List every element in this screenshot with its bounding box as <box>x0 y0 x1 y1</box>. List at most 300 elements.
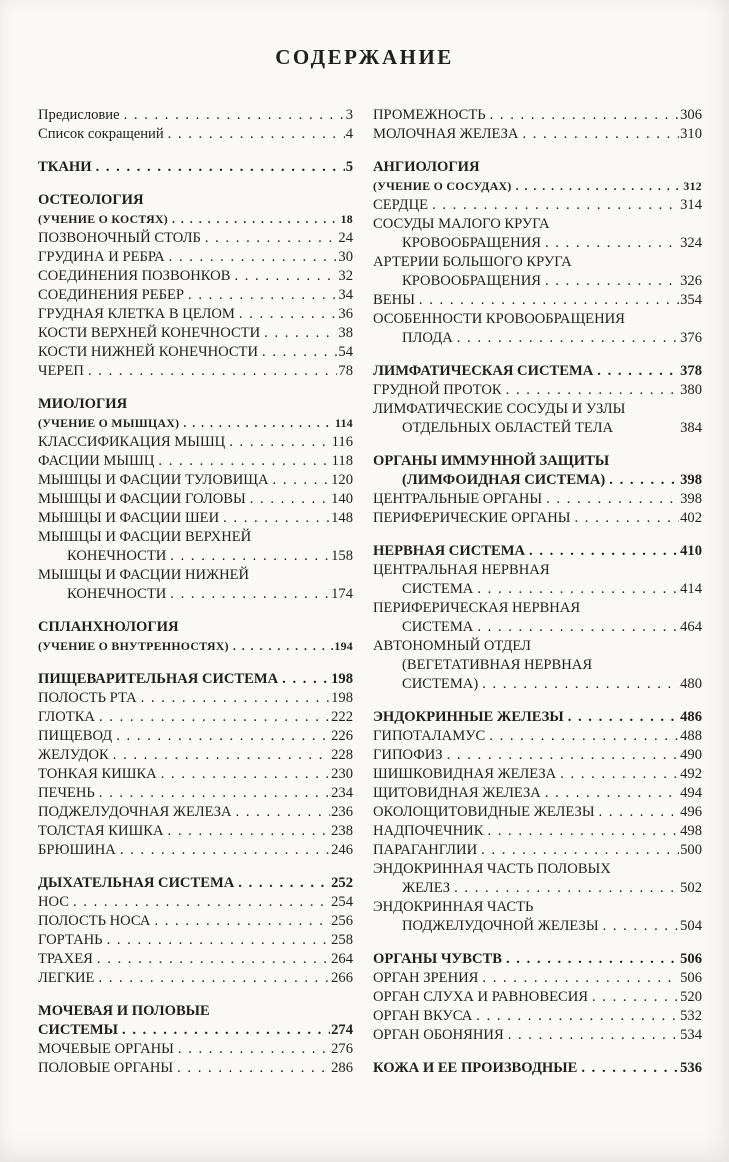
toc-entry <box>373 106 702 125</box>
dot-leader <box>506 381 679 400</box>
toc-entry <box>373 988 702 1007</box>
toc-entry <box>373 898 702 917</box>
toc-entry <box>373 329 702 348</box>
page-number: 506 <box>680 970 702 986</box>
dot-leader <box>154 912 330 931</box>
page-number: 236 <box>331 804 353 820</box>
toc-entry <box>373 727 702 746</box>
entry-label: ОСОБЕННОСТИ КРОВООБРАЩЕНИЯ <box>373 311 625 327</box>
toc-entry <box>373 542 702 561</box>
toc-entry <box>38 158 353 177</box>
toc-entry <box>38 106 353 125</box>
dot-leader <box>482 969 679 988</box>
toc-entry <box>38 637 353 656</box>
entry-label: ЛИМФАТИЧЕСКИЕ СОСУДЫ И УЗЛЫ <box>373 401 626 417</box>
toc-entry <box>373 656 702 675</box>
entry-label: ЖЕЛУДОК <box>38 747 109 763</box>
toc-entry <box>38 471 353 490</box>
entry-label: (УЧЕНИЕ О СОСУДАХ) <box>373 179 512 193</box>
toc-entry <box>373 471 702 490</box>
page-number: 228 <box>331 747 353 763</box>
dot-leader <box>490 106 679 125</box>
entry-label: ПЕЧЕНЬ <box>38 785 95 801</box>
entry-label: ЭНДОКРИННАЯ ЧАСТЬ ПОЛОВЫХ <box>373 861 611 877</box>
entry-label: ПОЛОВЫЕ ОРГАНЫ <box>38 1060 174 1076</box>
entry-label: МЫШЦЫ И ФАСЦИИ НИЖНЕЙ <box>38 567 250 583</box>
entry-label: БРЮШИНА <box>38 842 116 858</box>
entry-label: МОЛОЧНАЯ ЖЕЛЕЗА <box>373 126 519 142</box>
toc-entry <box>373 599 702 618</box>
entry-label: СИСТЕМА <box>402 619 474 635</box>
page-number: 398 <box>680 491 702 507</box>
toc-section <box>38 1002 353 1078</box>
page-number: 488 <box>680 728 702 744</box>
toc-entry <box>38 267 353 286</box>
entry-label: СИСТЕМА <box>402 581 474 597</box>
entry-label: ЭНДОКРИННЫЕ ЖЕЛЕЗЫ <box>373 709 564 725</box>
toc-section <box>373 106 702 144</box>
toc-section <box>373 708 702 936</box>
dot-leader <box>124 106 345 125</box>
toc-section <box>373 950 702 1045</box>
entry-label: КОНЕЧНОСТИ <box>67 548 167 564</box>
dot-leader <box>508 1026 679 1045</box>
dot-leader <box>96 158 345 177</box>
entry-label: КОСТИ НИЖНЕЙ КОНЕЧНОСТИ <box>38 344 259 360</box>
dot-leader <box>97 950 330 969</box>
dot-leader <box>73 893 330 912</box>
page-number: 504 <box>680 918 702 934</box>
toc-entry <box>38 803 353 822</box>
dot-leader <box>432 196 679 215</box>
entry-label: ПОДЖЕЛУДОЧНОЙ ЖЕЛЕЗЫ <box>402 918 599 934</box>
dot-leader <box>236 803 331 822</box>
toc-entry <box>373 310 702 329</box>
dot-leader <box>481 841 679 860</box>
dot-leader <box>282 670 330 689</box>
toc-entry <box>38 1059 353 1078</box>
dot-leader <box>597 362 679 381</box>
entry-label: МЫШЦЫ И ФАСЦИИ ВЕРХНЕЙ <box>38 529 252 545</box>
page-number: 120 <box>331 472 353 488</box>
entry-label: ЧЕРЕП <box>38 363 84 379</box>
entry-label: АНГИОЛОГИЯ <box>373 159 480 175</box>
entry-label: ПИЩЕВОД <box>38 728 113 744</box>
entry-label: СОЕДИНЕНИЯ РЕБЕР <box>38 287 185 303</box>
page-number: 506 <box>680 951 702 967</box>
entry-label: КОЖА И ЕЕ ПРОИЗВОДНЫЕ <box>373 1060 578 1076</box>
page-number: 536 <box>680 1060 702 1076</box>
toc-entry <box>38 931 353 950</box>
entry-label: ТОЛСТАЯ КИШКА <box>38 823 164 839</box>
toc-columns <box>0 70 729 1092</box>
toc-entry <box>373 618 702 637</box>
entry-label: ТКАНИ <box>38 159 92 175</box>
page-number: 324 <box>680 235 702 251</box>
page-number: 38 <box>338 325 353 341</box>
page-number: 384 <box>680 420 702 436</box>
entry-label: ЦЕНТРАЛЬНАЯ НЕРВНАЯ <box>373 562 550 578</box>
toc-entry <box>38 784 353 803</box>
toc-section <box>373 452 702 528</box>
entry-label: СИСТЕМЫ <box>38 1022 119 1038</box>
entry-label: ДЫХАТЕЛЬНАЯ СИСТЕМА <box>38 875 235 891</box>
page-number: 376 <box>680 330 702 346</box>
toc-entry <box>373 1026 702 1045</box>
toc-entry <box>38 950 353 969</box>
toc-entry <box>373 784 702 803</box>
toc-section <box>38 158 353 177</box>
dot-leader <box>447 746 679 765</box>
dot-leader <box>183 414 334 433</box>
toc-section <box>373 158 702 348</box>
toc-entry <box>373 708 702 727</box>
page-number: 18 <box>340 212 353 226</box>
toc-entry <box>373 675 702 694</box>
dot-leader <box>487 822 679 841</box>
toc-entry <box>373 765 702 784</box>
dot-leader <box>545 784 679 803</box>
entry-label: ГРУДНОЙ ПРОТОК <box>373 382 502 398</box>
toc-entry <box>373 822 702 841</box>
toc-entry <box>373 803 702 822</box>
entry-label: ЩИТОВИДНАЯ ЖЕЛЕЗА <box>373 785 541 801</box>
toc-entry <box>38 746 353 765</box>
entry-label: Предисловие <box>38 107 120 123</box>
toc-entry <box>373 215 702 234</box>
entry-label: СЕРДЦЕ <box>373 197 429 213</box>
page-number: 158 <box>331 548 353 564</box>
toc-entry <box>38 452 353 471</box>
entry-label: ПОДЖЕЛУДОЧНАЯ ЖЕЛЕЗА <box>38 804 232 820</box>
page-number: 306 <box>680 107 702 123</box>
toc-entry <box>38 893 353 912</box>
page-number: 534 <box>680 1027 702 1043</box>
dot-leader <box>107 931 331 950</box>
dot-leader <box>273 471 331 490</box>
page-number: 252 <box>331 875 353 891</box>
toc-column-right <box>373 106 702 1092</box>
page-number: 36 <box>338 306 353 322</box>
page-number: 230 <box>331 766 353 782</box>
entry-label: ПРОМЕЖНОСТЬ <box>373 107 486 123</box>
page-number: 32 <box>338 268 353 284</box>
dot-leader <box>234 267 337 286</box>
entry-label: ЛИМФАТИЧЕСКАЯ СИСТЕМА <box>373 363 594 379</box>
toc-entry <box>38 727 353 746</box>
toc-entry <box>38 248 353 267</box>
page-number: 398 <box>680 472 702 488</box>
toc-entry <box>38 191 353 210</box>
toc-entry <box>38 566 353 585</box>
dot-leader <box>239 305 338 324</box>
page-number: 5 <box>345 159 353 175</box>
entry-label: ОРГАН ЗРЕНИЯ <box>373 970 479 986</box>
entry-label: (УЧЕНИЕ О КОСТЯХ) <box>38 212 168 226</box>
toc-entry <box>373 400 702 419</box>
page-number: 486 <box>680 709 702 725</box>
toc-entry <box>373 158 702 177</box>
entry-label: (УЧЕНИЕ О МЫШЦАХ) <box>38 416 180 430</box>
page-number: 264 <box>331 951 353 967</box>
page-number: 4 <box>345 126 353 142</box>
entry-label: ЭНДОКРИННАЯ ЧАСТЬ <box>373 899 534 915</box>
entry-label: ЛЕГКИЕ <box>38 970 95 986</box>
toc-entry <box>373 490 702 509</box>
page-number: 532 <box>680 1008 702 1024</box>
entry-label: ПИЩЕВАРИТЕЛЬНАЯ СИСТЕМА <box>38 671 279 687</box>
page-number: 480 <box>680 676 702 692</box>
toc-entry <box>38 343 353 362</box>
dot-leader <box>168 822 331 841</box>
entry-label: (ВЕГЕТАТИВНАЯ НЕРВНАЯ <box>402 657 593 673</box>
page-number: 326 <box>680 273 702 289</box>
toc-entry <box>373 381 702 400</box>
dot-leader <box>170 585 330 604</box>
page-number: 114 <box>335 416 353 430</box>
entry-label: ФАСЦИИ МЫШЦ <box>38 453 155 469</box>
dot-leader <box>170 547 330 566</box>
dot-leader <box>229 433 330 452</box>
page-number: 54 <box>338 344 353 360</box>
toc-entry <box>38 324 353 343</box>
dot-leader <box>99 708 330 727</box>
toc-entry <box>38 125 353 144</box>
toc-entry <box>38 841 353 860</box>
page-number: 402 <box>680 510 702 526</box>
dot-leader <box>141 689 330 708</box>
toc-entry <box>373 637 702 656</box>
toc-entry <box>38 765 353 784</box>
entry-label: СИСТЕМА) <box>402 676 479 692</box>
entry-label: АВТОНОМНЫЙ ОТДЕЛ <box>373 638 531 654</box>
dot-leader <box>506 950 679 969</box>
entry-label: ПОЗВОНОЧНЫЙ СТОЛБ <box>38 230 201 246</box>
dot-leader <box>419 291 679 310</box>
entry-label: ОРГАН ОБОНЯНИЯ <box>373 1027 504 1043</box>
toc-entry <box>373 1059 702 1078</box>
toc-entry <box>373 509 702 528</box>
toc-section <box>373 362 702 438</box>
page-title: СОДЕРЖАНИЕ <box>275 45 454 69</box>
toc-entry <box>38 528 353 547</box>
toc-entry <box>373 969 702 988</box>
toc-section <box>38 670 353 860</box>
page-number: 226 <box>331 728 353 744</box>
entry-label: ОТДЕЛЬНЫХ ОБЛАСТЕЙ ТЕЛА <box>402 420 614 436</box>
entry-label: МОЧЕВЫЕ ОРГАНЫ <box>38 1041 174 1057</box>
toc-entry <box>38 874 353 893</box>
toc-entry <box>38 670 353 689</box>
entry-label: КЛАССИФИКАЦИЯ МЫШЦ <box>38 434 226 450</box>
page-number: 498 <box>680 823 702 839</box>
dot-leader <box>122 1021 330 1040</box>
entry-label: СОЕДИНЕНИЯ ПОЗВОНКОВ <box>38 268 231 284</box>
dot-leader <box>233 637 334 656</box>
dot-leader <box>522 125 679 144</box>
toc-entry <box>38 822 353 841</box>
page-number: 502 <box>680 880 702 896</box>
page-number: 34 <box>338 287 353 303</box>
page-number: 254 <box>331 894 353 910</box>
toc-entry <box>38 618 353 637</box>
page-number: 148 <box>331 510 353 526</box>
toc-entry <box>373 917 702 936</box>
dot-leader <box>516 177 683 196</box>
toc-entry <box>38 229 353 248</box>
dot-leader <box>609 471 679 490</box>
entry-label: МИОЛОГИЯ <box>38 396 128 412</box>
toc-entry <box>38 912 353 931</box>
dot-leader <box>99 784 330 803</box>
toc-entry <box>373 860 702 879</box>
page-number: 410 <box>680 543 702 559</box>
page-number: 238 <box>331 823 353 839</box>
page-number: 378 <box>680 363 702 379</box>
entry-label: МЫШЦЫ И ФАСЦИИ ГОЛОВЫ <box>38 491 246 507</box>
entry-label: (УЧЕНИЕ О ВНУТРЕННОСТЯХ) <box>38 639 229 653</box>
page-number: 246 <box>331 842 353 858</box>
toc-entry <box>373 879 702 898</box>
page-number: 520 <box>680 989 702 1005</box>
entry-label: ОРГАН ВКУСА <box>373 1008 473 1024</box>
entry-label: АРТЕРИИ БОЛЬШОГО КРУГА <box>373 254 572 270</box>
toc-section <box>38 395 353 604</box>
entry-label: МОЧЕВАЯ И ПОЛОВЫЕ <box>38 1003 210 1019</box>
dot-leader <box>476 1007 679 1026</box>
toc-entry <box>373 362 702 381</box>
entry-label: НЕРВНАЯ СИСТЕМА <box>373 543 526 559</box>
toc-entry <box>38 414 353 433</box>
toc-entry <box>373 272 702 291</box>
entry-label: КОСТИ ВЕРХНЕЙ КОНЕЧНОСТИ <box>38 325 261 341</box>
page-number: 354 <box>680 292 702 308</box>
toc-entry <box>373 841 702 860</box>
toc-entry <box>373 196 702 215</box>
entry-label: ЦЕНТРАЛЬНЫЕ ОРГАНЫ <box>373 491 543 507</box>
page-number: 464 <box>680 619 702 635</box>
toc-entry <box>38 286 353 305</box>
toc-entry <box>38 547 353 566</box>
dot-leader <box>116 727 330 746</box>
dot-leader <box>88 362 337 381</box>
entry-label: ПЕРИФЕРИЧЕСКИЕ ОРГАНЫ <box>373 510 571 526</box>
dot-leader <box>457 329 679 348</box>
dot-leader <box>188 286 337 305</box>
entry-label: ШИШКОВИДНАЯ ЖЕЛЕЗА <box>373 766 557 782</box>
page-number: 276 <box>331 1041 353 1057</box>
dot-leader <box>477 580 679 599</box>
entry-label: ПОЛОСТЬ РТА <box>38 690 137 706</box>
dot-leader <box>177 1059 330 1078</box>
dot-leader <box>575 509 680 528</box>
toc-section <box>38 106 353 144</box>
page-number: 274 <box>331 1022 353 1038</box>
toc-entry <box>373 746 702 765</box>
toc-entry <box>38 1021 353 1040</box>
dot-leader <box>262 343 337 362</box>
page-number: 174 <box>331 586 353 602</box>
entry-label: ОСТЕОЛОГИЯ <box>38 192 144 208</box>
dot-leader <box>120 841 330 860</box>
page-number: 234 <box>331 785 353 801</box>
toc-entry <box>38 708 353 727</box>
page-number: 30 <box>338 249 353 265</box>
dot-leader <box>477 618 679 637</box>
dot-leader <box>482 675 679 694</box>
toc-entry <box>38 585 353 604</box>
toc-entry <box>373 291 702 310</box>
page-number: 286 <box>331 1060 353 1076</box>
dot-leader <box>568 708 679 727</box>
dot-leader <box>223 509 330 528</box>
page-number: 312 <box>683 179 702 193</box>
toc-entry <box>38 362 353 381</box>
entry-label: ОРГАНЫ ИММУННОЙ ЗАЩИТЫ <box>373 453 610 469</box>
dot-leader <box>161 765 330 784</box>
page-number: 414 <box>680 581 702 597</box>
entry-label: ГОРТАНЬ <box>38 932 103 948</box>
toc-entry <box>373 234 702 253</box>
toc-section <box>38 191 353 381</box>
dot-leader <box>158 452 330 471</box>
dot-leader <box>169 248 338 267</box>
toc-section <box>38 874 353 988</box>
page-number: 3 <box>345 107 353 123</box>
entry-label: ЖЕЛЕЗ <box>402 880 451 896</box>
page-number: 198 <box>331 690 353 706</box>
entry-label: ТОНКАЯ КИШКА <box>38 766 157 782</box>
page-number: 116 <box>331 434 353 450</box>
toc-entry <box>373 950 702 969</box>
entry-label: ГРУДИНА И РЕБРА <box>38 249 165 265</box>
toc-entry <box>373 580 702 599</box>
toc-entry <box>38 305 353 324</box>
entry-label: НАДПОЧЕЧНИК <box>373 823 484 839</box>
entry-label: ГЛОТКА <box>38 709 95 725</box>
toc-entry <box>38 969 353 988</box>
page-number: 222 <box>331 709 353 725</box>
page-number: 492 <box>680 766 702 782</box>
dot-leader <box>581 1059 679 1078</box>
dot-leader <box>546 490 679 509</box>
dot-leader <box>172 210 340 229</box>
toc-entry <box>373 452 702 471</box>
dot-leader <box>454 879 679 898</box>
entry-label: ГИПОФИЗ <box>373 747 443 763</box>
page-number: 314 <box>680 197 702 213</box>
page-number: 198 <box>331 671 353 687</box>
toc-column-left <box>38 106 353 1092</box>
page-number: 500 <box>680 842 702 858</box>
entry-label: МЫШЦЫ И ФАСЦИИ ТУЛОВИЩА <box>38 472 269 488</box>
toc-entry <box>38 1002 353 1021</box>
page-number: 494 <box>680 785 702 801</box>
dot-leader <box>545 272 679 291</box>
toc-entry <box>38 433 353 452</box>
dot-leader <box>529 542 679 561</box>
dot-leader <box>205 229 338 248</box>
dot-leader <box>113 746 330 765</box>
toc-entry <box>38 395 353 414</box>
page-number: 258 <box>331 932 353 948</box>
entry-label: КРОВООБРАЩЕНИЯ <box>402 273 541 289</box>
toc-entry <box>38 689 353 708</box>
entry-label: ТРАХЕЯ <box>38 951 93 967</box>
page-number: 266 <box>331 970 353 986</box>
toc-entry <box>373 253 702 272</box>
toc-entry <box>38 210 353 229</box>
